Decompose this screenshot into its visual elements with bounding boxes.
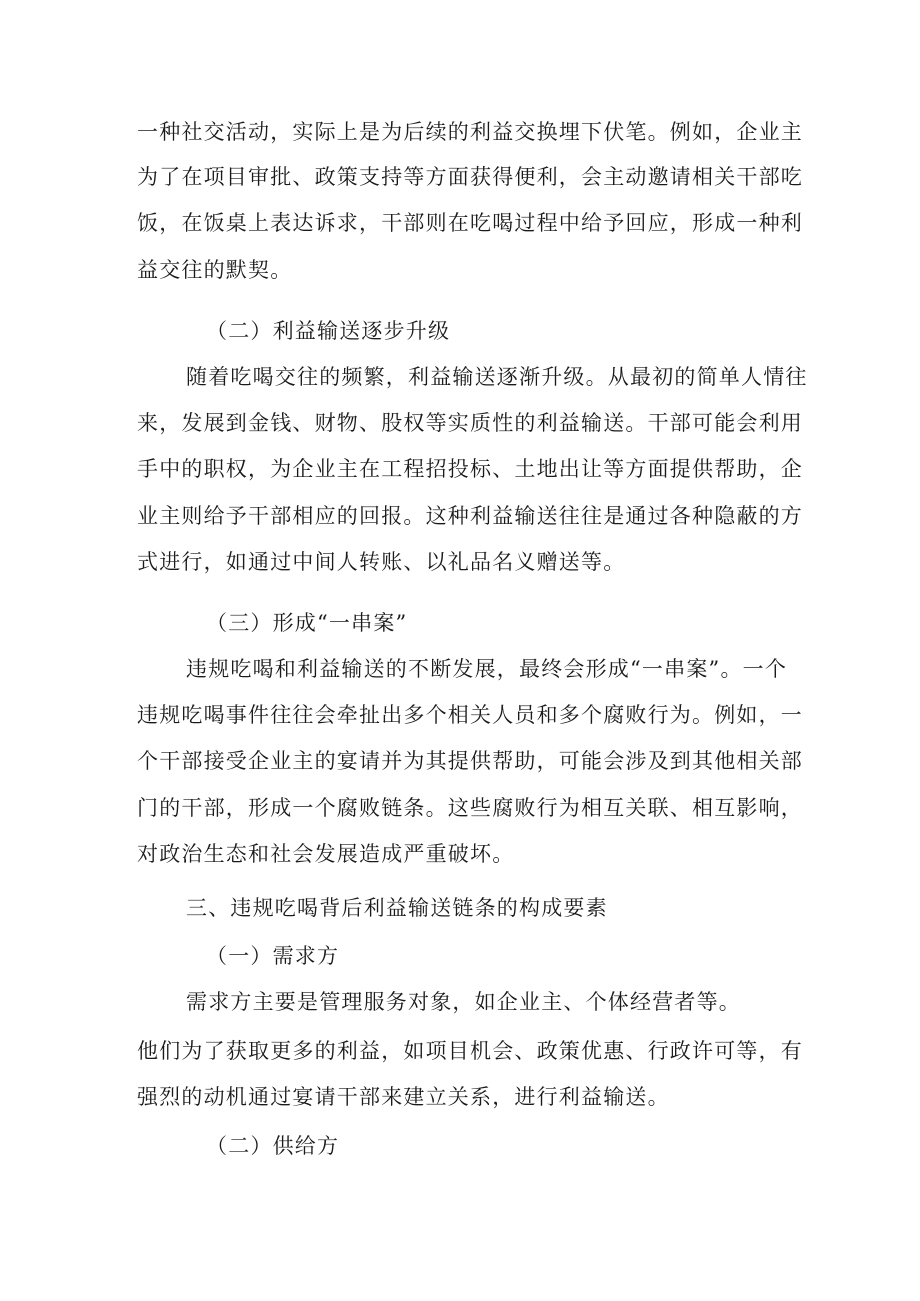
paragraph-line: 来，发展到金钱、财物、股权等实质性的利益输送。干部可能会利用: [137, 411, 803, 435]
section-heading: （二）利益输送逐步升级: [206, 319, 451, 343]
paragraph-line: 益交往的默契。: [137, 258, 293, 282]
paragraph-line: 饭，在饭桌上表达诉求，干部则在吃喝过程中给予回应，形成一种利: [137, 211, 803, 235]
paragraph-line: 式进行，如通过中间人转账、以礼品名义赠送等。: [137, 550, 626, 574]
section-heading: （三）形成“一串案”: [206, 611, 408, 635]
paragraph-line: 违规吃喝和利益输送的不断发展，最终会形成“一串案”。一个: [186, 657, 788, 681]
paragraph-line: 他们为了获取更多的利益，如项目机会、政策优惠、行政许可等，有: [137, 1039, 803, 1063]
paragraph-line: 对政治生态和社会发展造成严重破坏。: [137, 842, 515, 866]
paragraph-line: 一种社交活动，实际上是为后续的利益交换埋下伏笔。例如，企业主: [137, 120, 803, 144]
paragraph-line: 手中的职权，为企业主在工程招投标、土地出让等方面提供帮助，企: [137, 457, 803, 481]
paragraph-line: 强烈的动机通过宴请干部来建立关系，进行利益输送。: [137, 1085, 670, 1109]
paragraph-line: 需求方主要是管理服务对象，如企业主、个体经营者等。: [186, 990, 741, 1014]
paragraph-line: 个干部接受企业主的宴请并为其提供帮助，可能会涉及到其他相关部: [137, 749, 803, 773]
section-heading: （二）供给方: [206, 1134, 340, 1158]
paragraph-line: 违规吃喝事件往往会牵扯出多个相关人员和多个腐败行为。例如，一: [137, 703, 803, 727]
paragraph-line: 为了在项目审批、政策支持等方面获得便利，会主动邀请相关干部吃: [137, 165, 803, 189]
paragraph-line: 随着吃喝交往的频繁，利益输送逐渐升级。从最初的简单人情往: [186, 365, 808, 389]
chapter-heading: 三、违规吃喝背后利益输送链条的构成要素: [186, 896, 608, 920]
paragraph-line: 业主则给予干部相应的回报。这种利益输送往往是通过各种隐蔽的方: [137, 504, 803, 528]
paragraph-line: 门的干部，形成一个腐败链条。这些腐败行为相互关联、相互影响，: [137, 796, 803, 820]
section-heading: （一）需求方: [206, 944, 340, 968]
